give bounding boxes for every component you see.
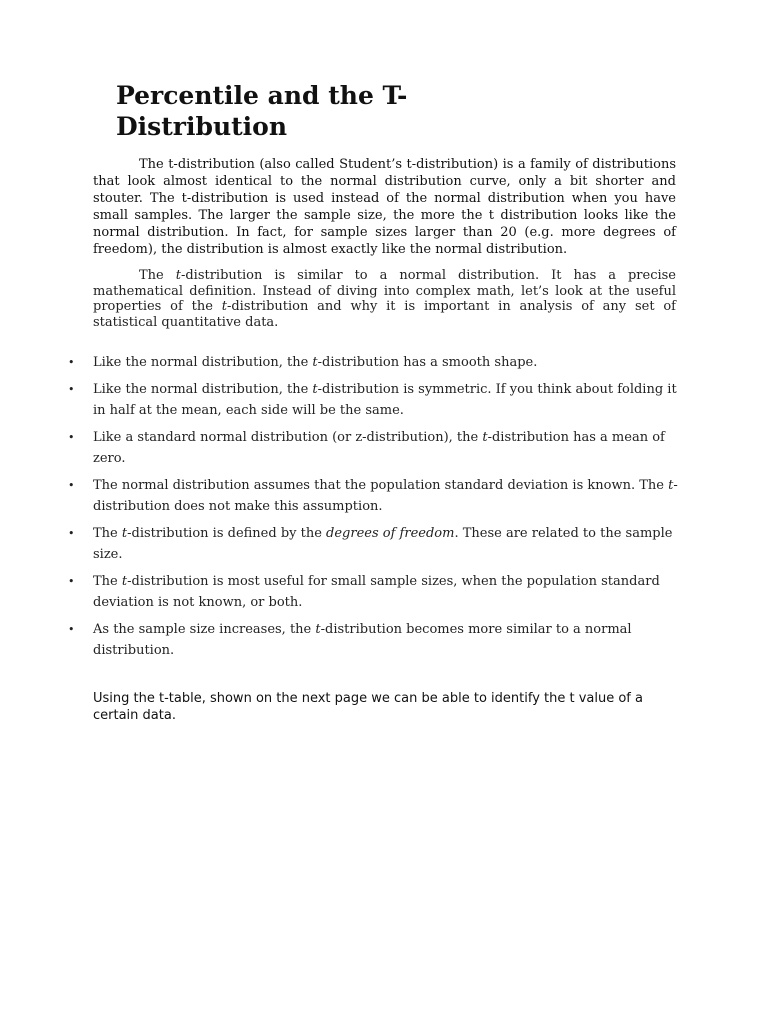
bullet-icon: • <box>68 356 75 369</box>
list-item: • As the sample size increases, the t-distribution becomes more similar to a normal distribution. <box>93 619 683 662</box>
list-item: • The t-distribution is most useful for small sample sizes, when the population standard deviation is not known, or both. <box>93 571 683 614</box>
intro-paragraph: The t-distribution (also called Student’s t-distribution) is a family of distributions that look almost identical to the normal distribution curve, only a bit shorter and stouter. The t-distribution is used instead of the normal distribution when you have small samples. The larger the sample size, the more the t distribution looks like the normal distribution. In fact, for sample sizes larger than 20 (e.g. more degrees of freedom), the distribution is almost exactly like the normal distribution. <box>93 157 676 257</box>
bullet-icon: • <box>68 574 75 588</box>
list-item: • The normal distribution assumes that the population standard deviation is known. The t-distribution does not make this assumption. <box>93 475 683 518</box>
bullet-icon: • <box>68 478 75 492</box>
bullet-icon: • <box>68 430 75 444</box>
bullet-icon: • <box>68 622 75 636</box>
bullet-icon: • <box>68 382 75 396</box>
page-title: Percentile and the T-Distribution <box>116 81 408 141</box>
t-table-note: Using the t-table, shown on the next page we can be able to identify the t value of a certain data. <box>93 691 643 723</box>
properties-list <box>68 352 683 667</box>
properties-paragraph: The t-distribution is similar to a normal distribution. It has a precise mathematical definition. Instead of diving into complex math, let’s look at the useful properties of the t-distribution and why it is important in analysis of any set of statistical quantitative data. <box>93 268 676 330</box>
list-item: • Like the normal distribution, the t-distribution is symmetric. If you think about folding it in half at the mean, each side will be the same. <box>93 379 683 422</box>
list-item: • The t-distribution is defined by the degrees of freedom. These are related to the sample size. <box>93 523 683 566</box>
list-item: • Like a standard normal distribution (or z-distribution), the t-distribution has a mean of zero. <box>93 427 683 470</box>
bullet-icon: • <box>68 526 75 540</box>
list-item: • Like the normal distribution, the t-distribution has a smooth shape. <box>93 352 683 374</box>
